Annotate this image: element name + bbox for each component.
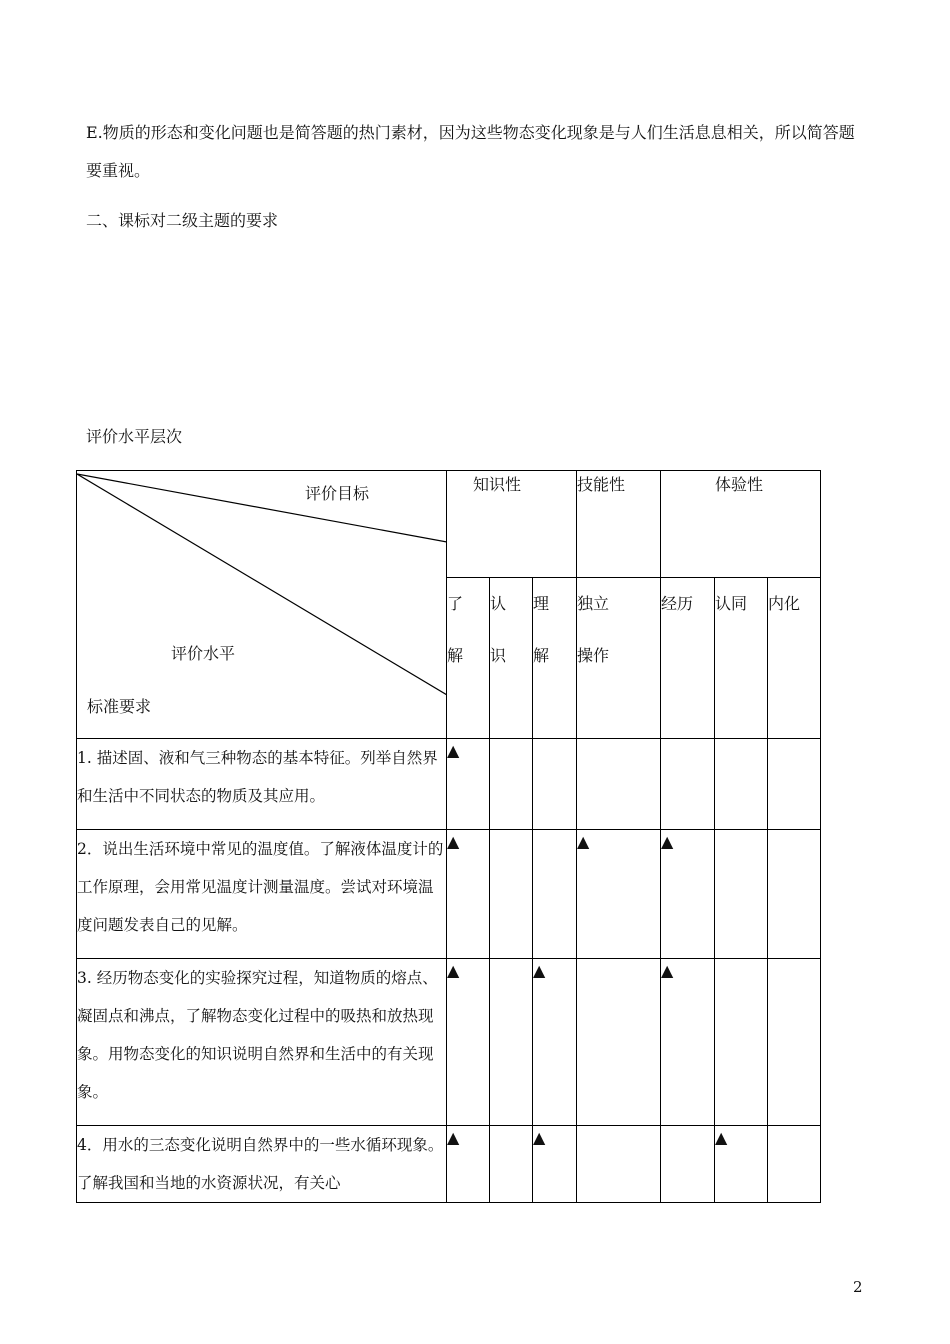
- triangle-mark-icon: ▲: [447, 1128, 460, 1147]
- mark-cell: [447, 739, 490, 830]
- sub-neihua: 内化: [768, 578, 821, 739]
- group-knowledge: 知识性: [447, 471, 577, 578]
- group-skill: 技能性: [577, 471, 661, 578]
- table-row: [77, 1126, 821, 1203]
- mark-cell: [715, 1126, 768, 1203]
- sub-jingli: 经历: [661, 578, 715, 739]
- sub-liaojie-1: 了: [447, 594, 464, 613]
- group-experience: 体验性: [661, 471, 821, 578]
- eval-level-label: 评价水平: [171, 644, 236, 663]
- requirement-text: 1. 描述固、液和气三种物态的基本特征。列举自然界和生活中不同状态的物质及其应用。: [77, 739, 447, 830]
- table-row: [77, 739, 821, 830]
- triangle-mark-icon: ▲: [533, 1128, 546, 1147]
- mark-cell: [447, 959, 490, 1126]
- triangle-mark-icon: ▲: [661, 832, 674, 851]
- section-heading: 二、课标对二级主题的要求: [86, 211, 279, 230]
- eval-target-label: 评价目标: [305, 484, 370, 503]
- mark-cell: [715, 739, 768, 830]
- mark-cell: [661, 739, 715, 830]
- mark-cell: [577, 830, 661, 959]
- mark-cell: [577, 959, 661, 1126]
- mark-cell: [715, 959, 768, 1126]
- mark-cell: [533, 739, 577, 830]
- mark-cell: [768, 739, 821, 830]
- triangle-mark-icon: ▲: [577, 832, 590, 851]
- sub-lijie-1: 理: [533, 594, 550, 613]
- paragraph-e: E.物质的形态和变化问题也是简答题的热门素材，因为这些物态变化现象是与人们生活息息相关，所以简答题要重视。: [86, 123, 855, 180]
- sub-duli-2: 操作: [577, 646, 610, 665]
- mark-cell: [577, 1126, 661, 1203]
- sub-duli: [577, 578, 661, 739]
- sub-lijie-2: 解: [533, 646, 550, 665]
- sub-renshi: [490, 578, 533, 739]
- mark-cell: [661, 1126, 715, 1203]
- mark-cell: [715, 830, 768, 959]
- mark-cell: [768, 830, 821, 959]
- triangle-mark-icon: ▲: [533, 961, 546, 980]
- triangle-mark-icon: ▲: [661, 961, 674, 980]
- sub-liaojie: [447, 578, 490, 739]
- triangle-mark-icon: ▲: [715, 1128, 728, 1147]
- mark-cell: [577, 739, 661, 830]
- requirement-text: 3. 经历物态变化的实验探究过程，知道物质的熔点、凝固点和沸点，了解物态变化过程中的吸热和放热现象。用物态变化的知识说明自然界和生活中的有关现象。: [77, 959, 447, 1126]
- sub-rentong: 认同: [715, 578, 768, 739]
- mark-cell: [490, 1126, 533, 1203]
- mark-cell: [768, 959, 821, 1126]
- mark-cell: [447, 830, 490, 959]
- mark-cell: [490, 830, 533, 959]
- triangle-mark-icon: ▲: [447, 961, 460, 980]
- page-number: 2: [853, 1278, 863, 1296]
- sub-liaojie-2: 解: [447, 646, 464, 665]
- mark-cell: [533, 1126, 577, 1203]
- standard-req-label: 标准要求: [87, 697, 152, 716]
- mark-cell: [533, 959, 577, 1126]
- table-row: [77, 830, 821, 959]
- mark-cell: [490, 739, 533, 830]
- mark-cell: [447, 1126, 490, 1203]
- sub-duli-1: 独立: [577, 594, 610, 613]
- sub-renshi-1: 认: [490, 594, 507, 613]
- triangle-mark-icon: ▲: [447, 832, 460, 851]
- mark-cell: [533, 830, 577, 959]
- mark-cell: [768, 1126, 821, 1203]
- requirement-text: 4．用水的三态变化说明自然界中的一些水循环现象。了解我国和当地的水资源状况，有关心: [77, 1126, 447, 1203]
- header-diagonal-cell: [77, 471, 447, 739]
- table-row: [77, 959, 821, 1126]
- triangle-mark-icon: ▲: [447, 741, 460, 760]
- sub-renshi-2: 识: [490, 646, 507, 665]
- requirement-text: 2．说出生活环境中常见的温度值。了解液体温度计的工作原理，会用常见温度计测量温度。尝试对环境温度问题发表自己的见解。: [77, 830, 447, 959]
- mark-cell: [490, 959, 533, 1126]
- mark-cell: [661, 959, 715, 1126]
- mark-cell: [661, 830, 715, 959]
- evaluation-table: [76, 470, 821, 1203]
- sub-lijie: [533, 578, 577, 739]
- table-caption: 评价水平层次: [86, 427, 183, 446]
